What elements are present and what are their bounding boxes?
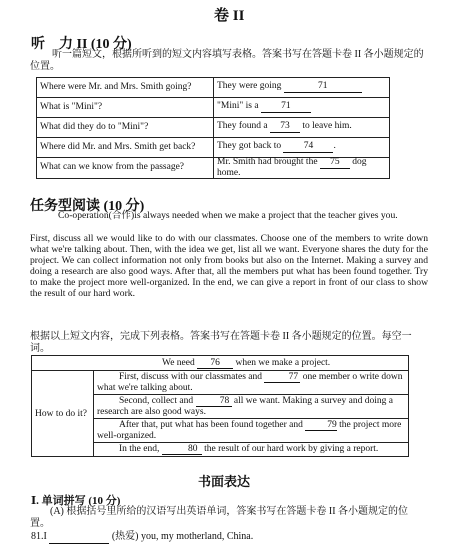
exam-part-title: 卷 II xyxy=(214,8,245,24)
reading-instruction: 根据以上短文内容，完成下列表格。答案书写在答题卡卷 II 各小题规定的位置。每空一词。 xyxy=(30,331,412,354)
step-cell: Second, collect and 78 all we want. Making a survey and doing a research are also good ways. xyxy=(94,395,409,419)
table-row xyxy=(37,138,390,158)
reading-passage-body: First, discuss all we would like to do with our classmates. Choose one of the members to write down what we're talking about. Then, with the idea we get, list all we want. Everyone shares the duty for the project. We can collect information not only from books but also on the Internet. Making a survey and doing a research are also good ways. After that, all the members put what has been found together. Try to make the project more well-organized. In the end, we can give a report in front of our class to show the result of our hard work. xyxy=(30,233,428,299)
answer-cell: Mr. Smith had brought the 75 dog home. xyxy=(214,158,390,179)
question-cell: What did they do to "Mini"? xyxy=(37,118,214,138)
table-row xyxy=(37,78,390,98)
side-label-cell: How to do it? xyxy=(32,371,94,457)
listening-table xyxy=(36,77,390,179)
answer-cell: They were going 71 xyxy=(214,78,390,98)
answer-cell: They found a 73 to leave him. xyxy=(214,118,390,138)
answer-blank[interactable]: 73 xyxy=(270,122,300,133)
answer-blank[interactable]: 76 xyxy=(197,358,233,369)
need-row-cell: We need 76 when we make a project. xyxy=(32,356,409,371)
listening-section-title: 听 力 II (10 分) xyxy=(31,37,132,52)
chinese-hint: (热爱) xyxy=(111,531,139,542)
reading-passage-intro: Co-operation(合作)is always needed when we make a project that the teacher gives you. xyxy=(58,210,398,221)
question-cell: What is "Mini"? xyxy=(37,98,214,118)
table-row xyxy=(32,356,409,371)
answer-cell: They got back to 74 . xyxy=(214,138,390,158)
table-row xyxy=(37,98,390,118)
question-cell: Where were Mr. and Mrs. Smith going? xyxy=(37,78,214,98)
answer-blank[interactable]: 75 xyxy=(320,158,350,169)
step-cell: First, discuss with our classmates and 77 one member o write down what we're talking about. xyxy=(94,371,409,395)
answer-cell: "Mini" is a 71 xyxy=(214,98,390,118)
question-cell: Where did Mr. and Mrs. Smith get back? xyxy=(37,138,214,158)
sentence-rest: you, my motherland, China. xyxy=(141,531,254,542)
answer-blank[interactable]: 77 xyxy=(264,372,300,383)
question-81 xyxy=(31,531,253,544)
table-row xyxy=(37,118,390,138)
answer-blank[interactable]: 71 xyxy=(284,82,362,93)
question-cell: What can we know from the passage? xyxy=(37,158,214,179)
answer-blank[interactable]: 79 xyxy=(305,420,337,431)
reading-table xyxy=(31,355,409,457)
reading-section-title: 任务型阅读 (10 分) xyxy=(30,199,145,214)
question-number: 81.I xyxy=(31,531,47,542)
writing-section-title: 书面表达 xyxy=(198,474,251,489)
step-cell: In the end, 80 the result of our hard work by giving a report. xyxy=(94,443,409,457)
answer-blank[interactable]: 71 xyxy=(261,102,311,113)
step-cell: After that, put what has been found together and 79 the project more well-organized. xyxy=(94,419,409,443)
spelling-instruction: (A) 根据括号里所给的汉语写出英语单词，答案书写在答题卡卷 II 各小题规定的位置。 xyxy=(30,506,409,529)
table-row xyxy=(37,158,390,179)
answer-blank[interactable]: 80 xyxy=(162,444,202,455)
spelling-subsection-title: Ⅰ. 单词拼写 (10 分) xyxy=(31,495,121,507)
table-row xyxy=(32,371,409,395)
answer-blank[interactable]: 74 xyxy=(283,142,333,153)
listening-instruction: 听一篇短文，根据所听到的短文内容填写表格。答案书写在答题卡卷 II 各小题规定的位置。 xyxy=(30,49,424,72)
answer-blank[interactable] xyxy=(49,531,109,544)
answer-blank[interactable]: 78 xyxy=(196,396,232,407)
